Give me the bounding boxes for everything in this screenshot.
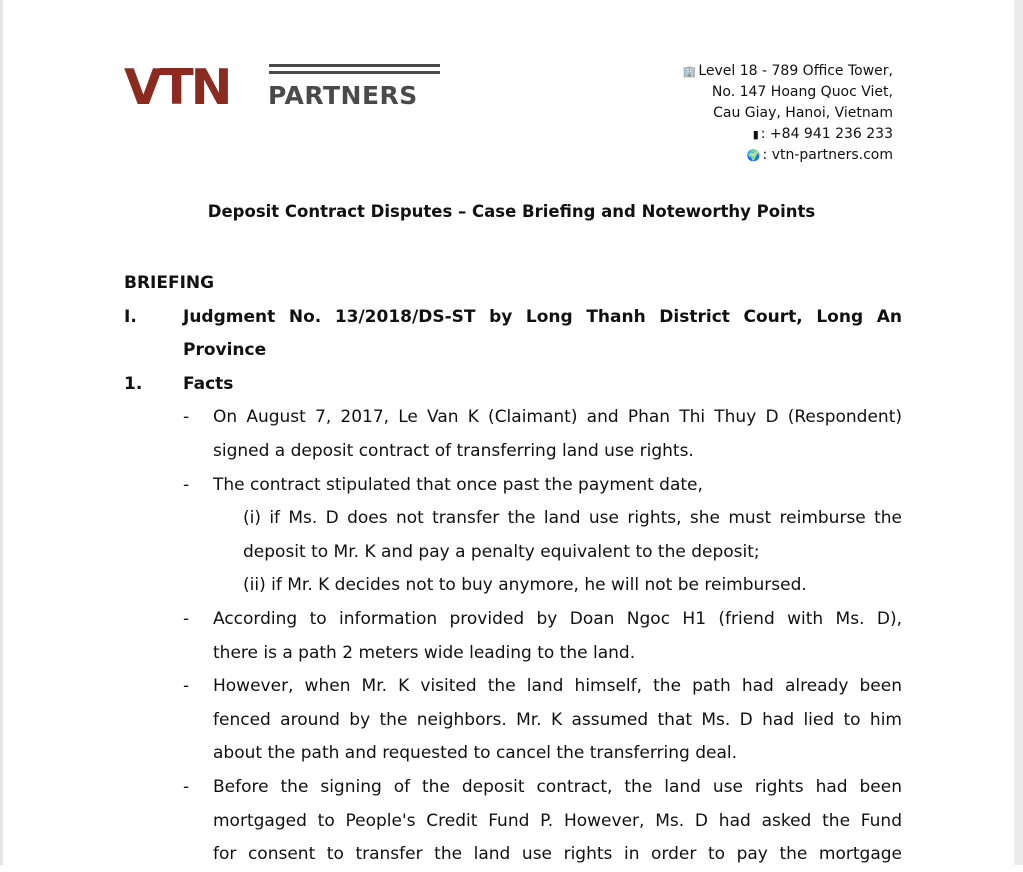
dash-marker: -: [183, 676, 190, 697]
logo-partners-text: PARTNERS: [268, 81, 418, 110]
heading-line-1: Judgment No. 13/2018/DS-ST by Long Thanh District Court, Long An: [183, 306, 902, 327]
building-icon: 🏢: [682, 65, 697, 78]
bullet-line: On August 7, 2017, Le Van K (Claimant) and Phan Thi Thuy D (Respondent): [213, 407, 902, 428]
bullet-line: mortgaged to People's Credit Fund P. However, Ms. D had asked the Fund: [213, 810, 902, 831]
document-title: Deposit Contract Disputes – Case Briefing and Noteworthy Points: [207, 202, 816, 221]
heading-facts: Facts: [183, 373, 234, 394]
bullet-line: there is a path 2 meters wide leading to the land.: [213, 642, 636, 663]
bullet-line: fenced around by the neighbors. Mr. K assumed that Ms. D had lied to him: [213, 709, 902, 730]
item-number: 1.: [124, 373, 143, 394]
address-line-3: Cau Giay, Hanoi, Vietnam: [713, 105, 893, 121]
bullet-1: [124, 401, 902, 468]
page-left-edge: [0, 0, 3, 865]
bullet-5: [124, 771, 902, 872]
scrollbar-track[interactable]: [1014, 0, 1023, 865]
sub-item-line: (i) if Ms. D does not transfer the land use rights, she must reimburse the: [243, 508, 902, 529]
bullet-line: However, when Mr. K visited the land himself, the path had already been: [213, 676, 902, 697]
bullet-2: [124, 469, 902, 603]
dash-marker: -: [183, 776, 190, 797]
phone-icon: ▮: [752, 128, 759, 141]
heading-line-2: Province: [183, 340, 267, 361]
logo-vtn-text: VTN: [124, 59, 230, 116]
bullet-line: Before the signing of the deposit contract, the land use rights had been: [213, 776, 902, 797]
bullet-line: The contract stipulated that once past the payment date,: [213, 474, 703, 495]
dash-marker: -: [183, 474, 190, 495]
heading-item-1: [124, 368, 902, 402]
website: : vtn-partners.com: [762, 147, 893, 163]
heading-item-I: [124, 301, 902, 368]
bullet-line: According to information provided by Doan Ngoc H1 (friend with Ms. D),: [213, 608, 902, 629]
dash-marker: -: [183, 608, 190, 629]
bullet-line: for consent to transfer the land use rights in order to pay the mortgage: [213, 844, 902, 865]
address-line-2: No. 147 Hoang Quoc Viet,: [711, 84, 893, 100]
vtn-partners-logo: [124, 59, 444, 116]
address-line-1: Level 18 - 789 Office Tower,: [698, 63, 893, 79]
logo-stripes: [269, 64, 440, 78]
bullet-line: about the path and requested to cancel the transferring deal.: [213, 743, 738, 764]
bullet-3: [124, 603, 902, 670]
globe-icon: 🌍: [746, 149, 761, 162]
sub-item-line: deposit to Mr. K and pay a penalty equivalent to the deposit;: [243, 541, 760, 562]
dash-marker: -: [183, 407, 190, 428]
item-number: I.: [124, 306, 137, 327]
bullet-line: signed a deposit contract of transferring land use rights.: [213, 440, 694, 461]
section-heading: BRIEFING: [124, 273, 215, 293]
bullet-4: [124, 670, 902, 771]
document-body: [124, 267, 902, 872]
phone-number: : +84 941 236 233: [760, 126, 893, 142]
sub-item-line: (ii) if Mr. K decides not to buy anymore, he will not be reimbursed.: [243, 575, 807, 596]
address-block: [683, 61, 893, 166]
